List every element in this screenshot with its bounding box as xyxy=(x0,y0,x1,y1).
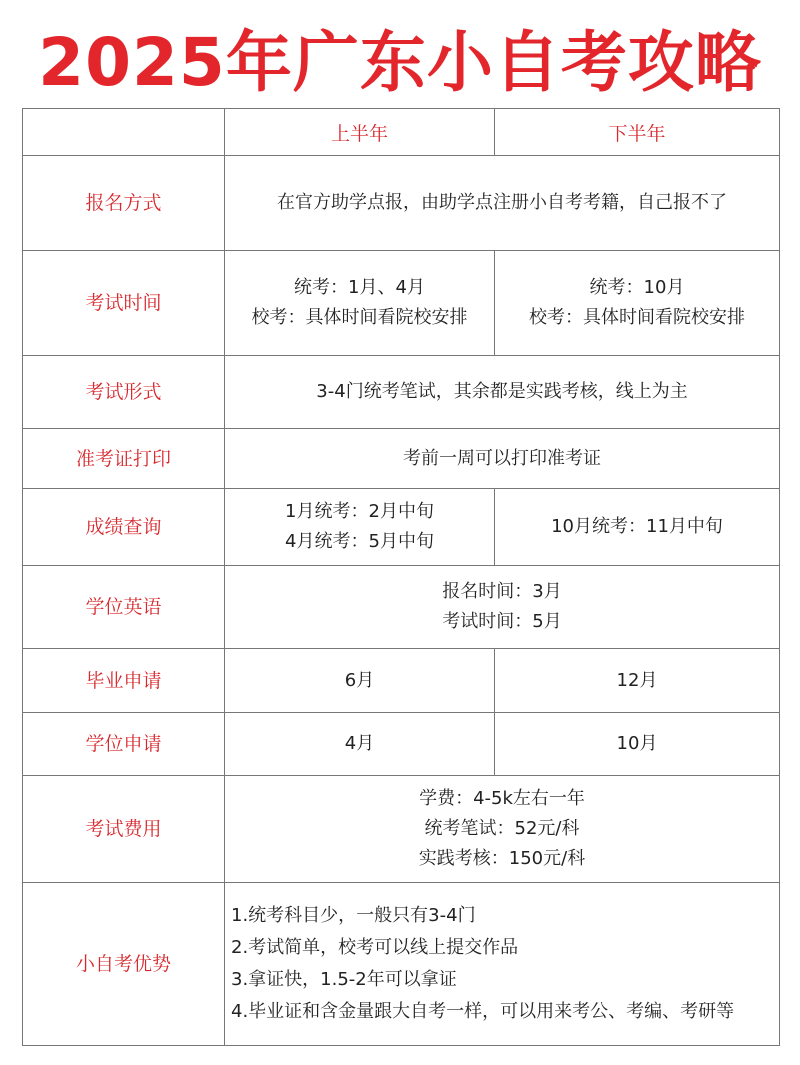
cell-line: 2.考试简单，校考可以线上提交作品 xyxy=(231,937,519,958)
table-row xyxy=(23,713,780,776)
row-label: 报名方式 xyxy=(23,156,225,251)
cell-line: 考试时间：5月 xyxy=(442,611,562,632)
fees-value xyxy=(225,776,780,883)
row-label: 成绩查询 xyxy=(23,489,225,566)
cell-line: 实践考核：150元/科 xyxy=(418,848,586,869)
table-row xyxy=(23,883,780,1046)
cell-line: 校考：具体时间看院校安排 xyxy=(251,307,468,328)
header-first-half: 上半年 xyxy=(225,109,495,156)
row-label: 学位英语 xyxy=(23,566,225,649)
cell-line: 1.统考科目少，一般只有3-4门 xyxy=(231,905,476,926)
cell-line: 3.拿证快，1.5-2年可以拿证 xyxy=(231,969,457,990)
table-row xyxy=(23,429,780,489)
cell-line: 统考：1月、4月 xyxy=(294,277,425,298)
table-header-row xyxy=(23,109,780,156)
registration-value: 在官方助学点报，由助学点注册小自考考籍，自己报不了 xyxy=(225,156,780,251)
table-row xyxy=(23,489,780,566)
row-label: 考试形式 xyxy=(23,356,225,429)
table-row xyxy=(23,156,780,251)
cell-line: 学费：4-5k左右一年 xyxy=(419,788,585,809)
table-row xyxy=(23,251,780,356)
row-label: 考试时间 xyxy=(23,251,225,356)
cell-line: 统考：10月 xyxy=(589,277,685,298)
exam-time-second xyxy=(495,251,780,356)
header-second-half: 下半年 xyxy=(495,109,780,156)
cell-line: 1月统考：2月中旬 xyxy=(285,501,434,522)
degree-apply-second: 10月 xyxy=(495,713,780,776)
row-label: 小自考优势 xyxy=(23,883,225,1046)
page-title: 2025年广东小自考攻略 xyxy=(38,24,762,101)
table-row xyxy=(23,356,780,429)
empty-header-cell xyxy=(23,109,225,156)
graduation-first: 6月 xyxy=(225,649,495,713)
row-label: 毕业申请 xyxy=(23,649,225,713)
cell-line: 4月统考：5月中旬 xyxy=(285,531,434,552)
cell-line: 报名时间：3月 xyxy=(442,581,562,602)
degree-english-value xyxy=(225,566,780,649)
exam-form-value: 3-4门统考笔试，其余都是实践考核，线上为主 xyxy=(225,356,780,429)
row-label: 考试费用 xyxy=(23,776,225,883)
cell-line: 校考：具体时间看院校安排 xyxy=(529,307,745,328)
admission-print-value: 考前一周可以打印准考证 xyxy=(225,429,780,489)
exam-guide-table xyxy=(22,108,780,1046)
table-row xyxy=(23,649,780,713)
exam-time-first xyxy=(225,251,495,356)
row-label: 准考证打印 xyxy=(23,429,225,489)
row-label: 学位申请 xyxy=(23,713,225,776)
graduation-second: 12月 xyxy=(495,649,780,713)
table-row xyxy=(23,776,780,883)
score-query-first xyxy=(225,489,495,566)
score-query-second: 10月统考：11月中旬 xyxy=(495,489,780,566)
cell-line: 统考笔试：52元/科 xyxy=(424,818,580,839)
table-row xyxy=(23,566,780,649)
degree-apply-first: 4月 xyxy=(225,713,495,776)
cell-line: 4.毕业证和含金量跟大自考一样，可以用来考公、考编、考研等 xyxy=(231,1001,735,1022)
advantages-value xyxy=(225,883,780,1046)
